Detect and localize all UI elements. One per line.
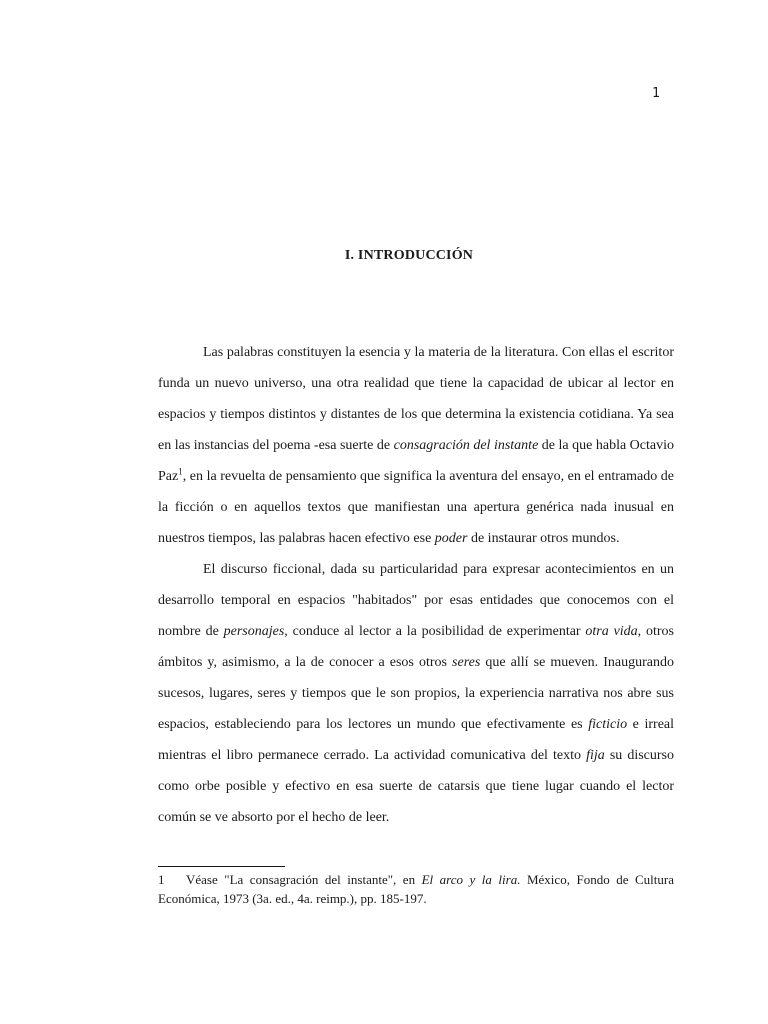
italic-phrase: seres: [452, 655, 481, 670]
italic-phrase: fija: [586, 748, 605, 763]
italic-phrase: poder: [434, 531, 468, 546]
footnote: [158, 870, 674, 908]
body-text: [158, 337, 674, 833]
footnote-text: México, Fondo de Cultura Económica, 1973 (3a. ed., 4a. reimp.), pp. 185-197.: [158, 872, 674, 906]
chapter-title: I. INTRODUCCIÓN: [344, 248, 474, 263]
paragraph-text: El discurso ficcional, dada su particularidad para expresar acontecimientos en un desarrollo temporal en espacios "habitados" por esas entidades que conocemos con el nombre de: [158, 562, 674, 639]
footnote-mark: 1: [158, 872, 165, 887]
paragraph-text: e irreal mientras el libro permanece cerrado. La actividad comunicativa del texto: [158, 717, 675, 763]
footnote-book-title: El arco y la lira.: [421, 872, 521, 887]
paragraph-text: , en la revuelta de pensamiento que significa la aventura del ensayo, en el entramado de la ficción o en aquellos textos que manifiestan una apertura genérica nada inusual en nuestros tiempos, las palabras hacen efectivo ese: [158, 469, 674, 546]
paragraph-text: , otros ámbitos y, asimismo, a la de conocer a esos otros: [158, 624, 674, 670]
italic-phrase: otra vida: [585, 624, 638, 639]
footnote-text: Véase "La consagración del instante", en: [186, 872, 422, 887]
paragraph-text: de instaurar otros mundos.: [467, 531, 620, 546]
italic-phrase: consagración del instante: [393, 438, 539, 453]
footnote-reference: 1: [178, 466, 183, 477]
italic-phrase: ficticio: [588, 717, 628, 732]
footnote-separator: [158, 866, 285, 867]
page-number: 1: [652, 86, 660, 101]
paragraph-1: [158, 337, 674, 554]
paragraph-text: , conduce al lector a la posibilidad de experimentar: [284, 624, 586, 639]
paragraph-text: que allí se mueven. Inaugurando sucesos, lugares, seres y tiempos que le son propios, la experiencia narrativa nos abre sus espacios, estableciendo para los lectores un mundo que efectivamente es: [158, 655, 675, 732]
italic-phrase: personajes: [223, 624, 285, 639]
paragraph-text: su discurso como orbe posible y efectivo en esa suerte de catarsis que tiene lugar cuando el lector común se ve absorto por el hecho de leer.: [158, 748, 674, 825]
paragraph-text: de la que habla Octavio Paz: [158, 438, 674, 484]
paragraph-text: Las palabras constituyen la esencia y la materia de la literatura. Con ellas el escritor funda un nuevo universo, una otra realidad que tiene la capacidad de ubicar al lector en espacios y tiempos distintos y distantes de los que determina la existencia cotidiana. Ya sea en las instancias del poema -esa suerte de: [158, 345, 674, 453]
paragraph-2: [158, 554, 674, 833]
